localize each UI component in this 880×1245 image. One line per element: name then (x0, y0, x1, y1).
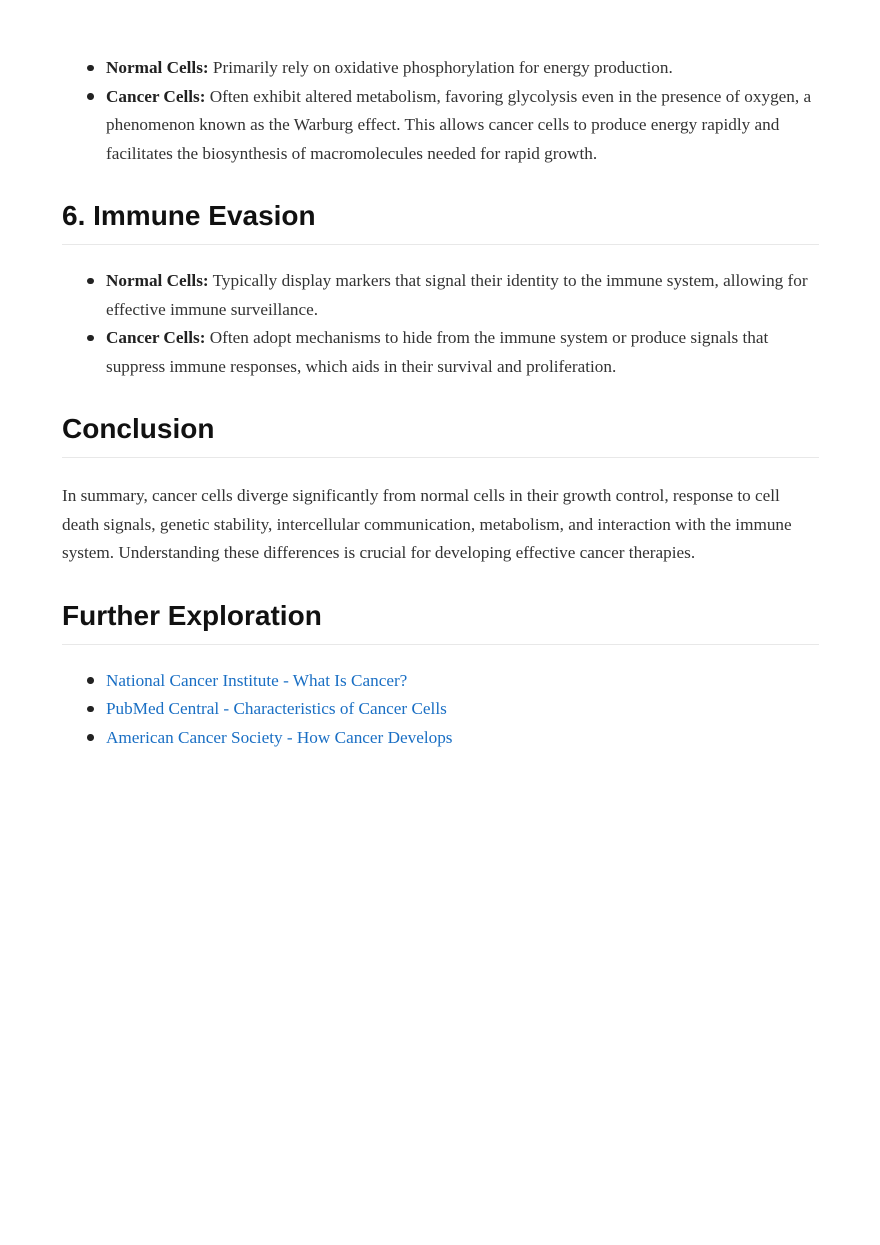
list-item-cancer-cells (106, 324, 819, 381)
section-heading-conclusion: Conclusion (62, 411, 819, 458)
list-item-normal-cells (106, 267, 819, 324)
link-national-cancer-institute[interactable]: National Cancer Institute - What Is Cancer? (106, 670, 408, 690)
immune-evasion-list (62, 267, 819, 381)
list-item-lead: Normal Cells: (106, 58, 209, 77)
link-pubmed-central[interactable]: PubMed Central - Characteristics of Cancer Cells (106, 699, 447, 718)
list-item-text: Typically display markers that signal their identity to the immune system, allowing for effective immune surveillance. (106, 271, 808, 319)
conclusion-paragraph: In summary, cancer cells diverge significantly from normal cells in their growth control, response to cell death signals, genetic stability, intercellular communication, metabolism, and interaction with the immune system. Understanding these differences is crucial for developing effective cancer therapies. (62, 486, 792, 562)
list-item-link (106, 724, 819, 753)
list-item-link (106, 695, 819, 724)
further-exploration-list (62, 667, 819, 753)
document-page (62, 0, 819, 752)
list-item-link (106, 667, 819, 696)
section-heading-further-exploration: Further Exploration (62, 598, 819, 645)
list-item-text: Primarily rely on oxidative phosphorylation for energy production. (208, 58, 673, 77)
list-item-lead: Cancer Cells: (106, 86, 206, 106)
list-item-cancer-cells (106, 83, 819, 169)
list-item-lead: Normal Cells: (106, 271, 209, 290)
list-item-lead: Cancer Cells: (106, 328, 206, 347)
metabolism-list (62, 54, 819, 168)
list-item-normal-cells (106, 54, 819, 83)
list-item-text: Often exhibit altered metabolism, favoring glycolysis even in the presence of oxygen, a phenomenon known as the Warburg effect. This allows cancer cells to produce energy rapidly and facilitates the biosynthesis of macromolecules needed for rapid growth. (106, 86, 812, 163)
list-item-text: Often adopt mechanisms to hide from the immune system or produce signals that suppress immune responses, which aids in their survival and proliferation. (106, 328, 769, 376)
link-american-cancer-society[interactable]: American Cancer Society - How Cancer Develops (106, 727, 453, 747)
section-heading-immune-evasion: 6. Immune Evasion (62, 198, 819, 245)
